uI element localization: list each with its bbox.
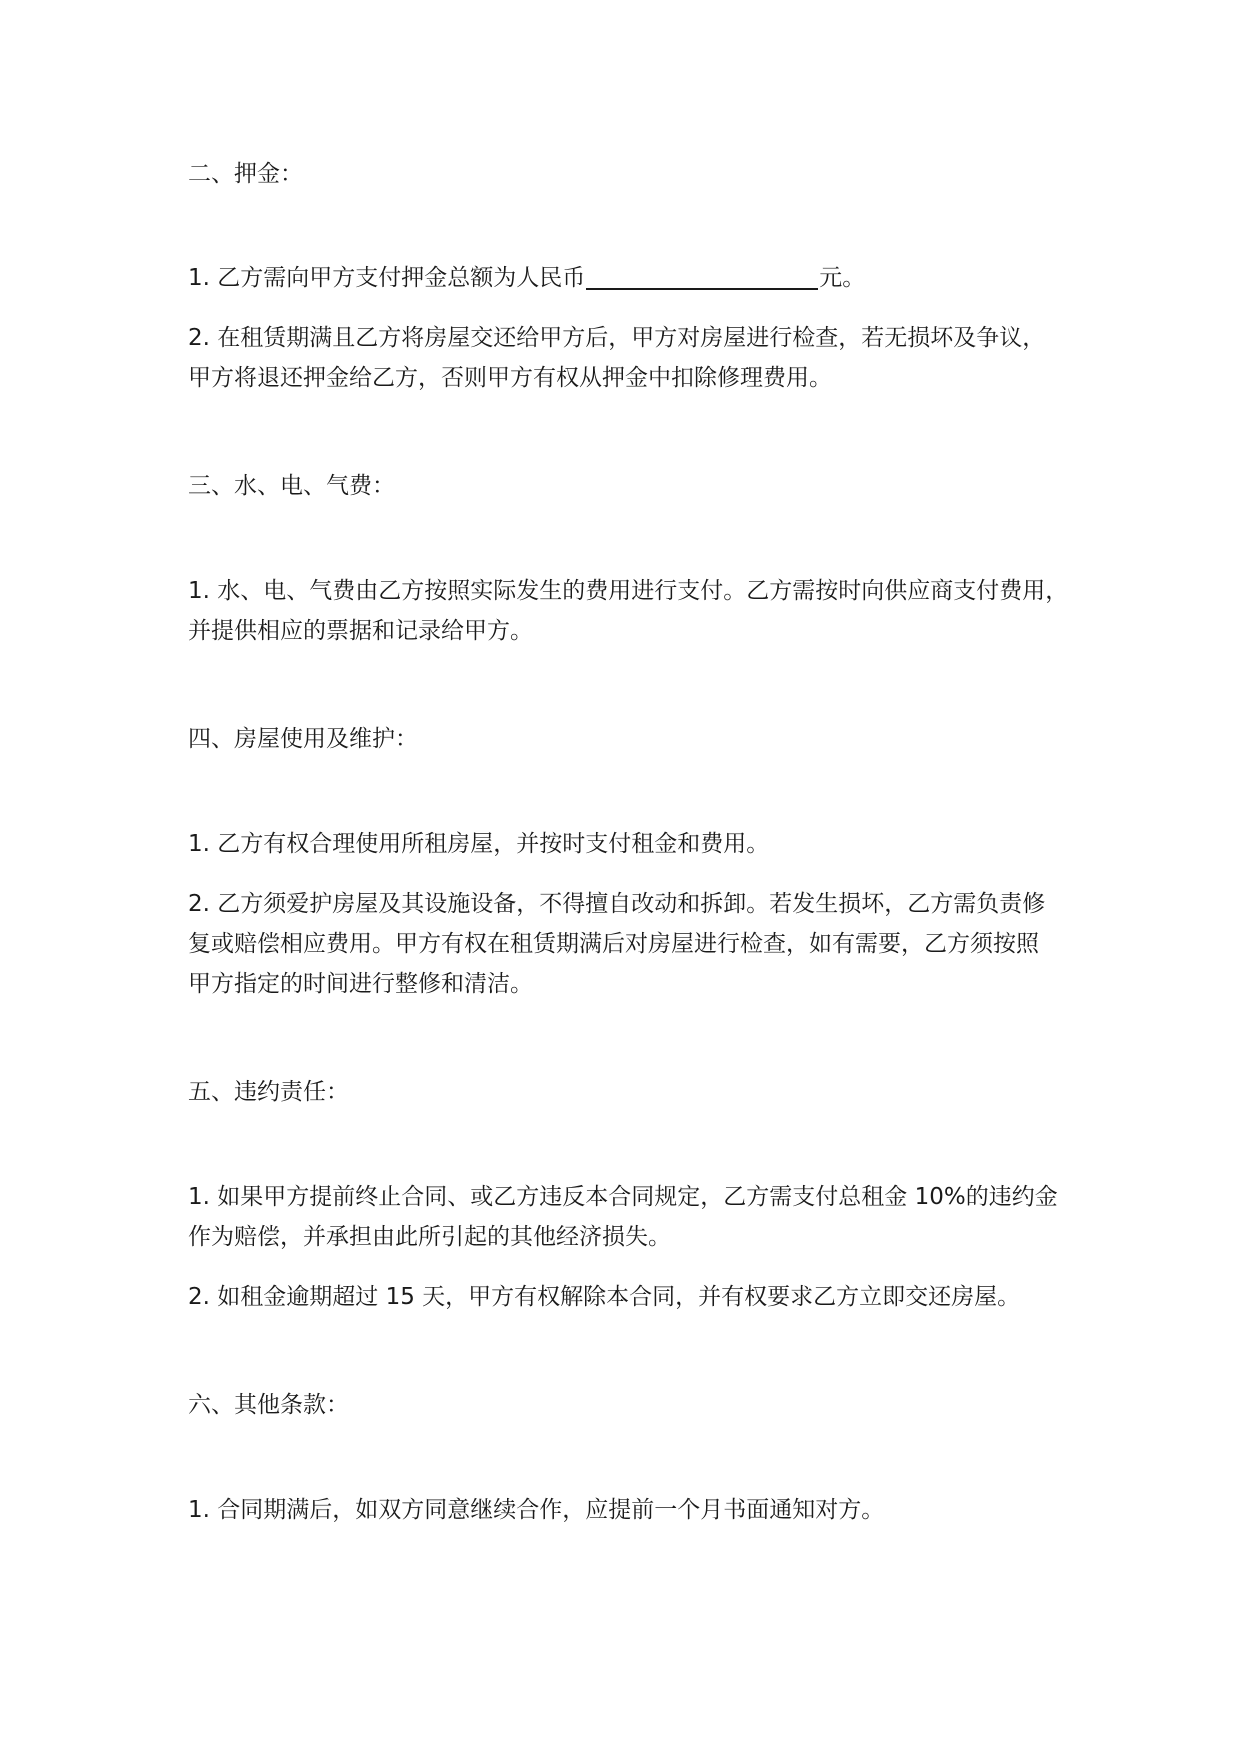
deposit-clause-1 (188, 263, 865, 293)
breach-clause-2: 2. 如租金逾期超过 15 天，甲方有权解除本合同，并有权要求乙方立即交还房屋。 (188, 1284, 1021, 1310)
deposit-clause-1-suffix: 元。 (819, 265, 866, 291)
usage-clause-2-line-1: 2. 乙方须爱护房屋及其设施设备，不得擅自改动和拆卸。若发生损坏，乙方需负责修 (188, 891, 1046, 917)
usage-clause-1: 1. 乙方有权合理使用所租房屋，并按时支付租金和费用。 (188, 831, 770, 857)
utilities-clause-1-line-1: 1. 水、电、气费由乙方按照实际发生的费用进行支付。乙方需按时向供应商支付费用， (188, 578, 1069, 604)
amount-blank-line (586, 288, 818, 290)
section-heading-utilities: 三、水、电、气费： (188, 473, 395, 499)
deposit-clause-2-line-1: 2. 在租赁期满且乙方将房屋交还给甲方后，甲方对房屋进行检查，若无损坏及争议， (188, 325, 1046, 351)
deposit-clause-2-line-2: 甲方将退还押金给乙方，否则甲方有权从押金中扣除修理费用。 (188, 365, 832, 391)
utilities-clause-1-line-2: 并提供相应的票据和记录给甲方。 (188, 618, 533, 644)
deposit-clause-1-text: 1. 乙方需向甲方支付押金总额为人民币 (188, 265, 586, 291)
section-heading-other: 六、其他条款： (188, 1392, 349, 1418)
section-heading-deposit: 二、押金： (188, 161, 303, 187)
breach-clause-1-line-1: 1. 如果甲方提前终止合同、或乙方违反本合同规定，乙方需支付总租金 10%的违约金 (188, 1184, 1058, 1210)
section-heading-usage: 四、房屋使用及维护： (188, 726, 418, 752)
other-clause-1: 1. 合同期满后，如双方同意继续合作，应提前一个月书面通知对方。 (188, 1497, 885, 1523)
section-heading-breach: 五、违约责任： (188, 1079, 349, 1105)
breach-clause-1-line-2: 作为赔偿，并承担由此所引起的其他经济损失。 (188, 1224, 671, 1250)
usage-clause-2-line-2: 复或赔偿相应费用。甲方有权在租赁期满后对房屋进行检查，如有需要，乙方须按照 (188, 931, 1039, 957)
usage-clause-2-line-3: 甲方指定的时间进行整修和清洁。 (188, 971, 533, 997)
